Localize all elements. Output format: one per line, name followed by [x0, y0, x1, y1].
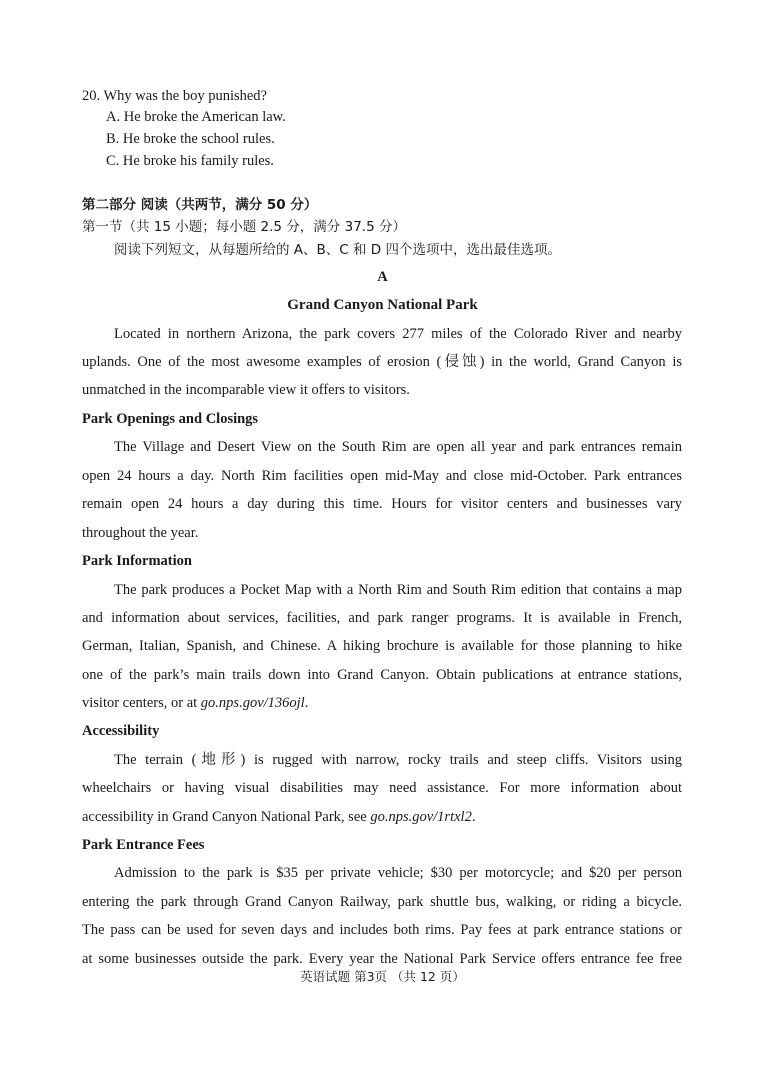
- accessibility-line-1: The terrain (地形) is rugged with narrow, rocky trails and steep cliffs. Visitors using: [114, 752, 682, 768]
- section-heading-accessibility: Accessibility: [82, 723, 160, 739]
- accessibility-link[interactable]: go.nps.gov/1rtxl2: [370, 809, 472, 825]
- openings-line-3: remain open 24 hours a day during this time. Hours for visitor centers and businesses vary: [82, 496, 682, 512]
- information-line-4: one of the park’s main trails down into Grand Canyon. Obtain publications at entrance stations,: [82, 667, 682, 683]
- fees-line-2: entering the park through Grand Canyon Railway, park shuttle bus, walking, or riding a bicycle.: [82, 894, 682, 910]
- question-20-option-c: C. He broke his family rules.: [106, 153, 274, 169]
- accessibility-last-suffix: .: [471, 809, 476, 825]
- section1-heading: 第一节（共 15 小题；每小题 2.5 分，满分 37.5 分）: [82, 219, 406, 235]
- intro-line-2: uplands. One of the most awesome examples of erosion (侵蚀) in the world, Grand Canyon is: [82, 354, 682, 370]
- question-20-option-b: B. He broke the school rules.: [106, 131, 275, 147]
- information-line-2: and information about services, facilities, and park ranger programs. It is available in French,: [82, 610, 682, 626]
- information-line-3: German, Italian, Spanish, and Chinese. A hiking brochure is available for those planning to hike: [82, 638, 682, 654]
- information-line-1: The park produces a Pocket Map with a North Rim and South Rim edition that contains a map: [114, 582, 682, 598]
- fees-line-3: The pass can be used for seven days and includes both rims. Pay fees at park entrance stations or: [82, 922, 682, 938]
- information-last-text: visitor centers, or at: [82, 695, 201, 711]
- accessibility-last-text: accessibility in Grand Canyon National Park, see: [82, 809, 371, 825]
- openings-line-1: The Village and Desert View on the South Rim are open all year and park entrances remain: [114, 439, 682, 455]
- passage-letter: A: [377, 269, 388, 285]
- part2-heading: 第二部分 阅读（共两节，满分 50 分）: [82, 197, 318, 213]
- section-heading-openings: Park Openings and Closings: [82, 411, 259, 427]
- information-line-5: [82, 694, 308, 712]
- information-last-suffix: .: [304, 695, 309, 711]
- section-heading-information: Park Information: [82, 553, 192, 569]
- section-heading-fees: Park Entrance Fees: [82, 837, 205, 853]
- information-link[interactable]: go.nps.gov/136ojl: [200, 695, 305, 711]
- openings-line-4: throughout the year.: [82, 525, 199, 541]
- intro-line-1: Located in northern Arizona, the park covers 277 miles of the Colorado River and nearby: [114, 326, 682, 342]
- question-20-option-a: A. He broke the American law.: [106, 109, 286, 125]
- question-20-stem: 20. Why was the boy punished?: [82, 88, 267, 104]
- openings-line-2: open 24 hours a day. North Rim facilities open mid-May and close mid-October. Park entrances: [82, 468, 682, 484]
- reading-instruction: 阅读下列短文，从每题所给的 A、B、C 和 D 四个选项中，选出最佳选项。: [114, 242, 561, 258]
- page-footer: 英语试题 第3页 （共 12 页）: [300, 969, 465, 984]
- fees-line-1: Admission to the park is $35 per private vehicle; $30 per motorcycle; and $20 per person: [114, 865, 682, 881]
- passage-title: Grand Canyon National Park: [287, 297, 478, 313]
- accessibility-line-3: [82, 808, 475, 826]
- intro-line-3: unmatched in the incomparable view it offers to visitors.: [82, 382, 410, 398]
- accessibility-line-2: wheelchairs or having visual disabilities may need assistance. For more information about: [82, 780, 682, 796]
- fees-line-4: at some businesses outside the park. Every year the National Park Service offers entrance fee free: [82, 951, 682, 967]
